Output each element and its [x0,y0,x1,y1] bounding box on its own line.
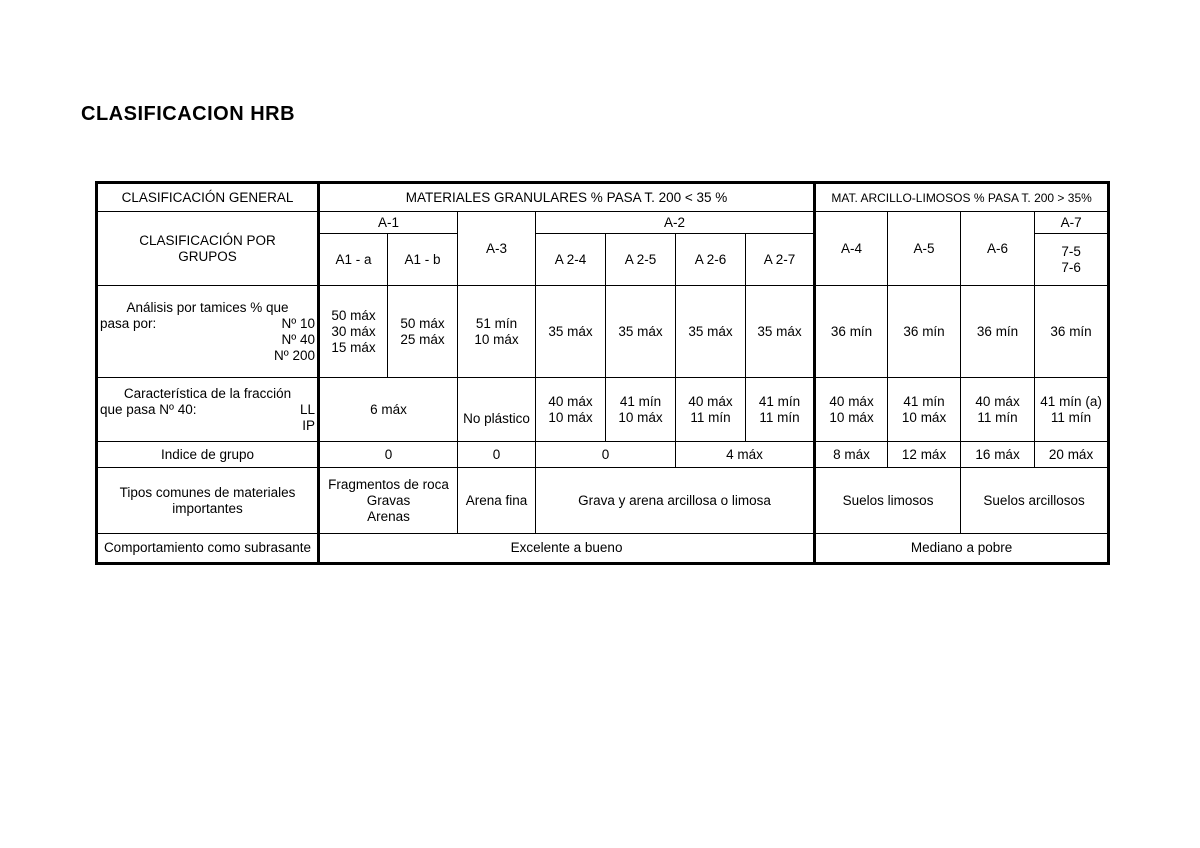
fraction-a7-ip: 11 mín [1050,409,1092,425]
row-sieve [97,286,1109,378]
sieve-a2-4: 35 máx [536,286,606,378]
group-a2-7: A 2-7 [746,234,815,286]
sieve-a3-n40: 51 mín [475,315,518,331]
materials-a2: Grava y arena arcillosa o limosa [536,468,815,534]
fraction-a2-4-ll: 40 máx [548,393,593,409]
sieve-a1a [319,286,388,378]
group-label [97,212,319,286]
sieve-a5: 36 mín [888,286,961,378]
fraction-a6 [961,378,1035,442]
materials-label-line-2: importantes [172,500,243,516]
row-behavior [97,534,1109,564]
fraction-a4 [815,378,888,442]
group-a2-6: A 2-6 [676,234,746,286]
materials-clays: Suelos arcillosos [961,468,1109,534]
sieve-n40: Nº 40 [281,331,315,347]
materials-a1 [319,468,458,534]
sieve-label [97,286,319,378]
fraction-a6-ip: 11 mín [977,409,1018,425]
fraction-a5-ll: 41 mín [903,393,945,409]
group-a1a: A1 - a [319,234,388,286]
sieve-a1b-n40: 50 máx [400,315,445,331]
sieve-a6: 36 mín [961,286,1035,378]
fraction-ll: LL [299,401,315,417]
sieve-a1a-n40: 30 máx [331,323,376,339]
sieve-a2-6: 35 máx [676,286,746,378]
sieve-a1b [388,286,458,378]
group-index-a2-6-7: 4 máx [676,442,815,468]
sieve-a3 [458,286,536,378]
row-fraction [97,378,1109,442]
materials-silts: Suelos limosos [815,468,961,534]
group-index-a7: 20 máx [1035,442,1109,468]
hrb-classification-table [95,181,1110,565]
sieve-label-line-1: Análisis por tamices % que [126,299,289,315]
group-a2-4: A 2-4 [536,234,606,286]
fraction-a2-5-ll: 41 mín [619,393,662,409]
page-title: CLASIFICACION HRB [81,103,296,125]
materials-a1-line-3: Arenas [367,508,410,524]
group-a5: A-5 [888,212,961,286]
materials-a1-line-1: Fragmentos de roca [328,476,449,492]
fraction-a2-6-ip: 11 mín [690,409,731,425]
group-a7: A-7 [1035,212,1109,234]
materials-a1-line-2: Gravas [366,492,411,508]
group-index-a5: 12 máx [888,442,961,468]
behavior-granular: Excelente a bueno [319,534,815,564]
fraction-a6-ll: 40 máx [975,393,1020,409]
fraction-label-line-2: que pasa Nº 40: [100,401,197,417]
sieve-a1b-n200: 25 máx [400,331,445,347]
fraction-a4-ll: 40 máx [829,393,874,409]
fraction-a2-6-ll: 40 máx [688,393,733,409]
group-index-a4: 8 máx [815,442,888,468]
sieve-a2-7: 35 máx [746,286,815,378]
general-label: CLASIFICACIÓN GENERAL [97,183,319,212]
fraction-a1-ip: 6 máx [319,378,458,442]
sieve-label-line-2: pasa por: [100,315,157,331]
fraction-a4-ip: 10 máx [829,409,874,425]
group-label-line-1: CLASIFICACIÓN POR [139,232,276,248]
group-label-line-2: GRUPOS [178,248,237,264]
fraction-a5-ip: 10 máx [901,409,947,425]
granular-header: MATERIALES GRANULARES % PASA T. 200 < 35 % [319,183,815,212]
fraction-a2-4 [536,378,606,442]
sieve-a2-5: 35 máx [606,286,676,378]
row-general [97,183,1109,212]
fraction-a2-5 [606,378,676,442]
group-a1b: A1 - b [388,234,458,286]
group-a1: A-1 [319,212,458,234]
group-index-label: Indice de grupo [97,442,319,468]
fraction-a2-7-ll: 41 mín [758,393,801,409]
group-index-a3: 0 [458,442,536,468]
row-group-index [97,442,1109,468]
group-a6: A-6 [961,212,1035,286]
group-a4: A-4 [815,212,888,286]
behavior-silt-clay: Mediano a pobre [815,534,1109,564]
group-index-a6: 16 máx [961,442,1035,468]
fraction-a2-5-ip: 10 máx [618,409,663,425]
group-a3: A-3 [458,212,536,286]
group-a2-5: A 2-5 [606,234,676,286]
behavior-label: Comportamiento como subrasante [97,534,319,564]
fraction-a2-7-ip: 11 mín [759,409,800,425]
sieve-a7: 36 mín [1035,286,1109,378]
group-a7-5: 7-5 [1061,243,1081,259]
sieve-n10: Nº 10 [281,315,315,331]
group-index-a1: 0 [319,442,458,468]
fraction-ip: IP [302,417,315,433]
sieve-a1a-n10: 50 máx [331,307,376,323]
materials-label-line-1: Tipos comunes de materiales [119,484,296,500]
fraction-a3: No plástico [458,378,536,442]
fraction-a7-ll: 41 mín (a) [1040,393,1102,409]
materials-a3: Arena fina [458,468,536,534]
group-a2: A-2 [536,212,815,234]
row-materials [97,468,1109,534]
fraction-label [97,378,319,442]
sieve-a3-n200: 10 máx [474,331,519,347]
sieve-a4: 36 mín [815,286,888,378]
group-index-a2-4-5: 0 [536,442,676,468]
group-a7-sub [1035,234,1109,286]
materials-label [97,468,319,534]
silt-clay-header: MAT. ARCILLO-LIMOSOS % PASA T. 200 > 35% [815,183,1109,212]
row-groups-top [97,212,1109,234]
fraction-label-line-1: Característica de la fracción [123,385,292,401]
group-a7-6: 7-6 [1061,259,1081,275]
fraction-a2-7 [746,378,815,442]
fraction-a5 [888,378,961,442]
sieve-a1a-n200: 15 máx [331,339,376,355]
fraction-a7 [1035,378,1109,442]
sieve-n200: Nº 200 [274,347,315,363]
fraction-a2-6 [676,378,746,442]
fraction-a2-4-ip: 10 máx [548,409,593,425]
